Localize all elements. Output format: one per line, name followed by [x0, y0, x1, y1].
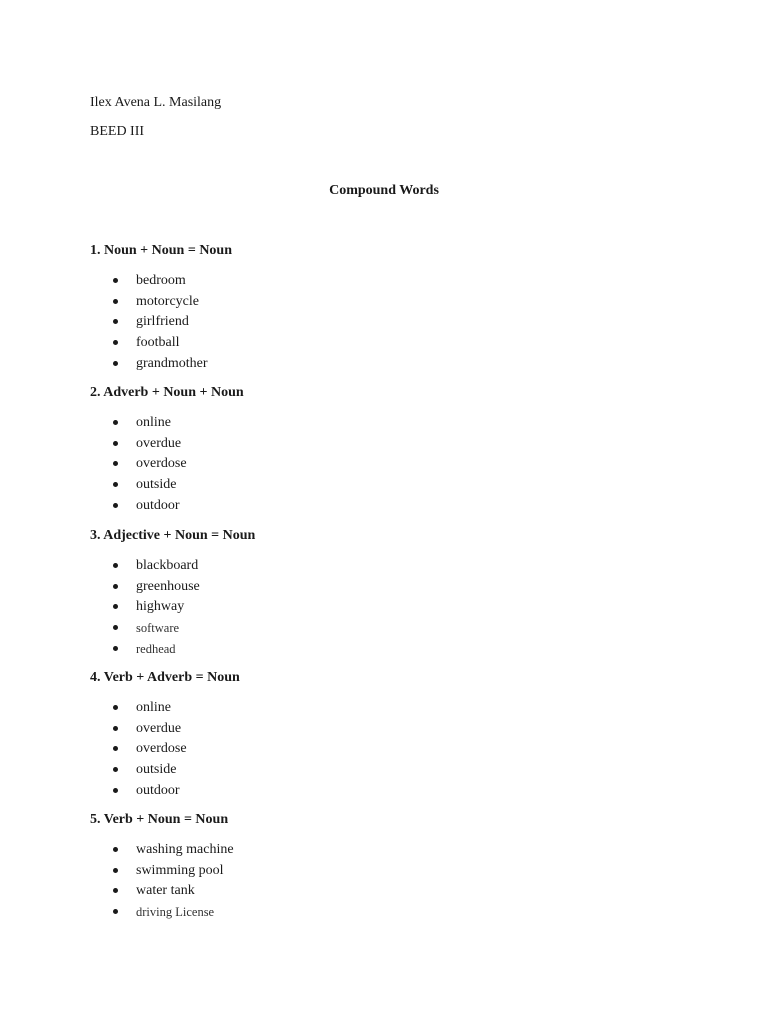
document-title: Compound Words: [329, 183, 439, 198]
bullet-icon: [113, 726, 118, 731]
bullet-icon: [113, 847, 118, 852]
list-item: highway: [90, 598, 690, 619]
section-1: [90, 242, 690, 375]
bullet-icon: [113, 625, 118, 630]
bullet-icon: [113, 278, 118, 283]
bullet-icon: [113, 788, 118, 793]
list-item: bedroom: [90, 272, 690, 293]
bullet-icon: [113, 868, 118, 873]
bullet-icon: [113, 646, 118, 651]
bullet-icon: [113, 340, 118, 345]
list-item: driving License: [90, 903, 690, 924]
bullet-icon: [113, 767, 118, 772]
list-item: overdose: [90, 455, 690, 476]
bullet-icon: [113, 361, 118, 366]
bullet-icon: [113, 909, 118, 914]
section-2: [90, 384, 690, 517]
section-heading: 4. Verb + Adverb = Noun: [90, 670, 240, 685]
list-item: grandmother: [90, 355, 690, 376]
list-item: online: [90, 414, 690, 435]
bullet-icon: [113, 584, 118, 589]
bullet-list: [90, 841, 690, 924]
bullet-icon: [113, 319, 118, 324]
bullet-icon: [113, 705, 118, 710]
list-item: overdue: [90, 720, 690, 741]
list-item: outdoor: [90, 497, 690, 518]
list-item: outside: [90, 476, 690, 497]
section-5: [90, 811, 690, 924]
bullet-icon: [113, 604, 118, 609]
bullet-icon: [113, 461, 118, 466]
list-item: greenhouse: [90, 578, 690, 599]
list-item: girlfriend: [90, 313, 690, 334]
list-item: software: [90, 619, 690, 640]
list-item: redhead: [90, 640, 690, 661]
section-heading: 3. Adjective + Noun = Noun: [90, 528, 256, 543]
bullet-icon: [113, 503, 118, 508]
bullet-icon: [113, 441, 118, 446]
bullet-list: [90, 699, 690, 802]
bullet-list: [90, 557, 690, 660]
section-heading: 5. Verb + Noun = Noun: [90, 812, 229, 827]
list-item: washing machine: [90, 841, 690, 862]
section-heading: 1. Noun + Noun = Noun: [90, 243, 233, 258]
section-4: [90, 669, 690, 802]
list-item: motorcycle: [90, 293, 690, 314]
bullet-icon: [113, 299, 118, 304]
list-item: swimming pool: [90, 862, 690, 883]
list-item: blackboard: [90, 557, 690, 578]
bullet-list: [90, 272, 690, 375]
course-label: BEED III: [90, 124, 145, 139]
bullet-icon: [113, 420, 118, 425]
list-item: overdue: [90, 435, 690, 456]
list-item: outside: [90, 761, 690, 782]
bullet-icon: [113, 563, 118, 568]
section-heading: 2. Adverb + Noun + Noun: [90, 385, 244, 400]
list-item: water tank: [90, 882, 690, 903]
list-item: online: [90, 699, 690, 720]
bullet-icon: [113, 888, 118, 893]
bullet-icon: [113, 746, 118, 751]
author-name: Ilex Avena L. Masilang: [90, 95, 222, 110]
list-item: outdoor: [90, 782, 690, 803]
bullet-icon: [113, 482, 118, 487]
list-item: overdose: [90, 740, 690, 761]
list-item: football: [90, 334, 690, 355]
section-3: [90, 527, 690, 660]
bullet-list: [90, 414, 690, 517]
